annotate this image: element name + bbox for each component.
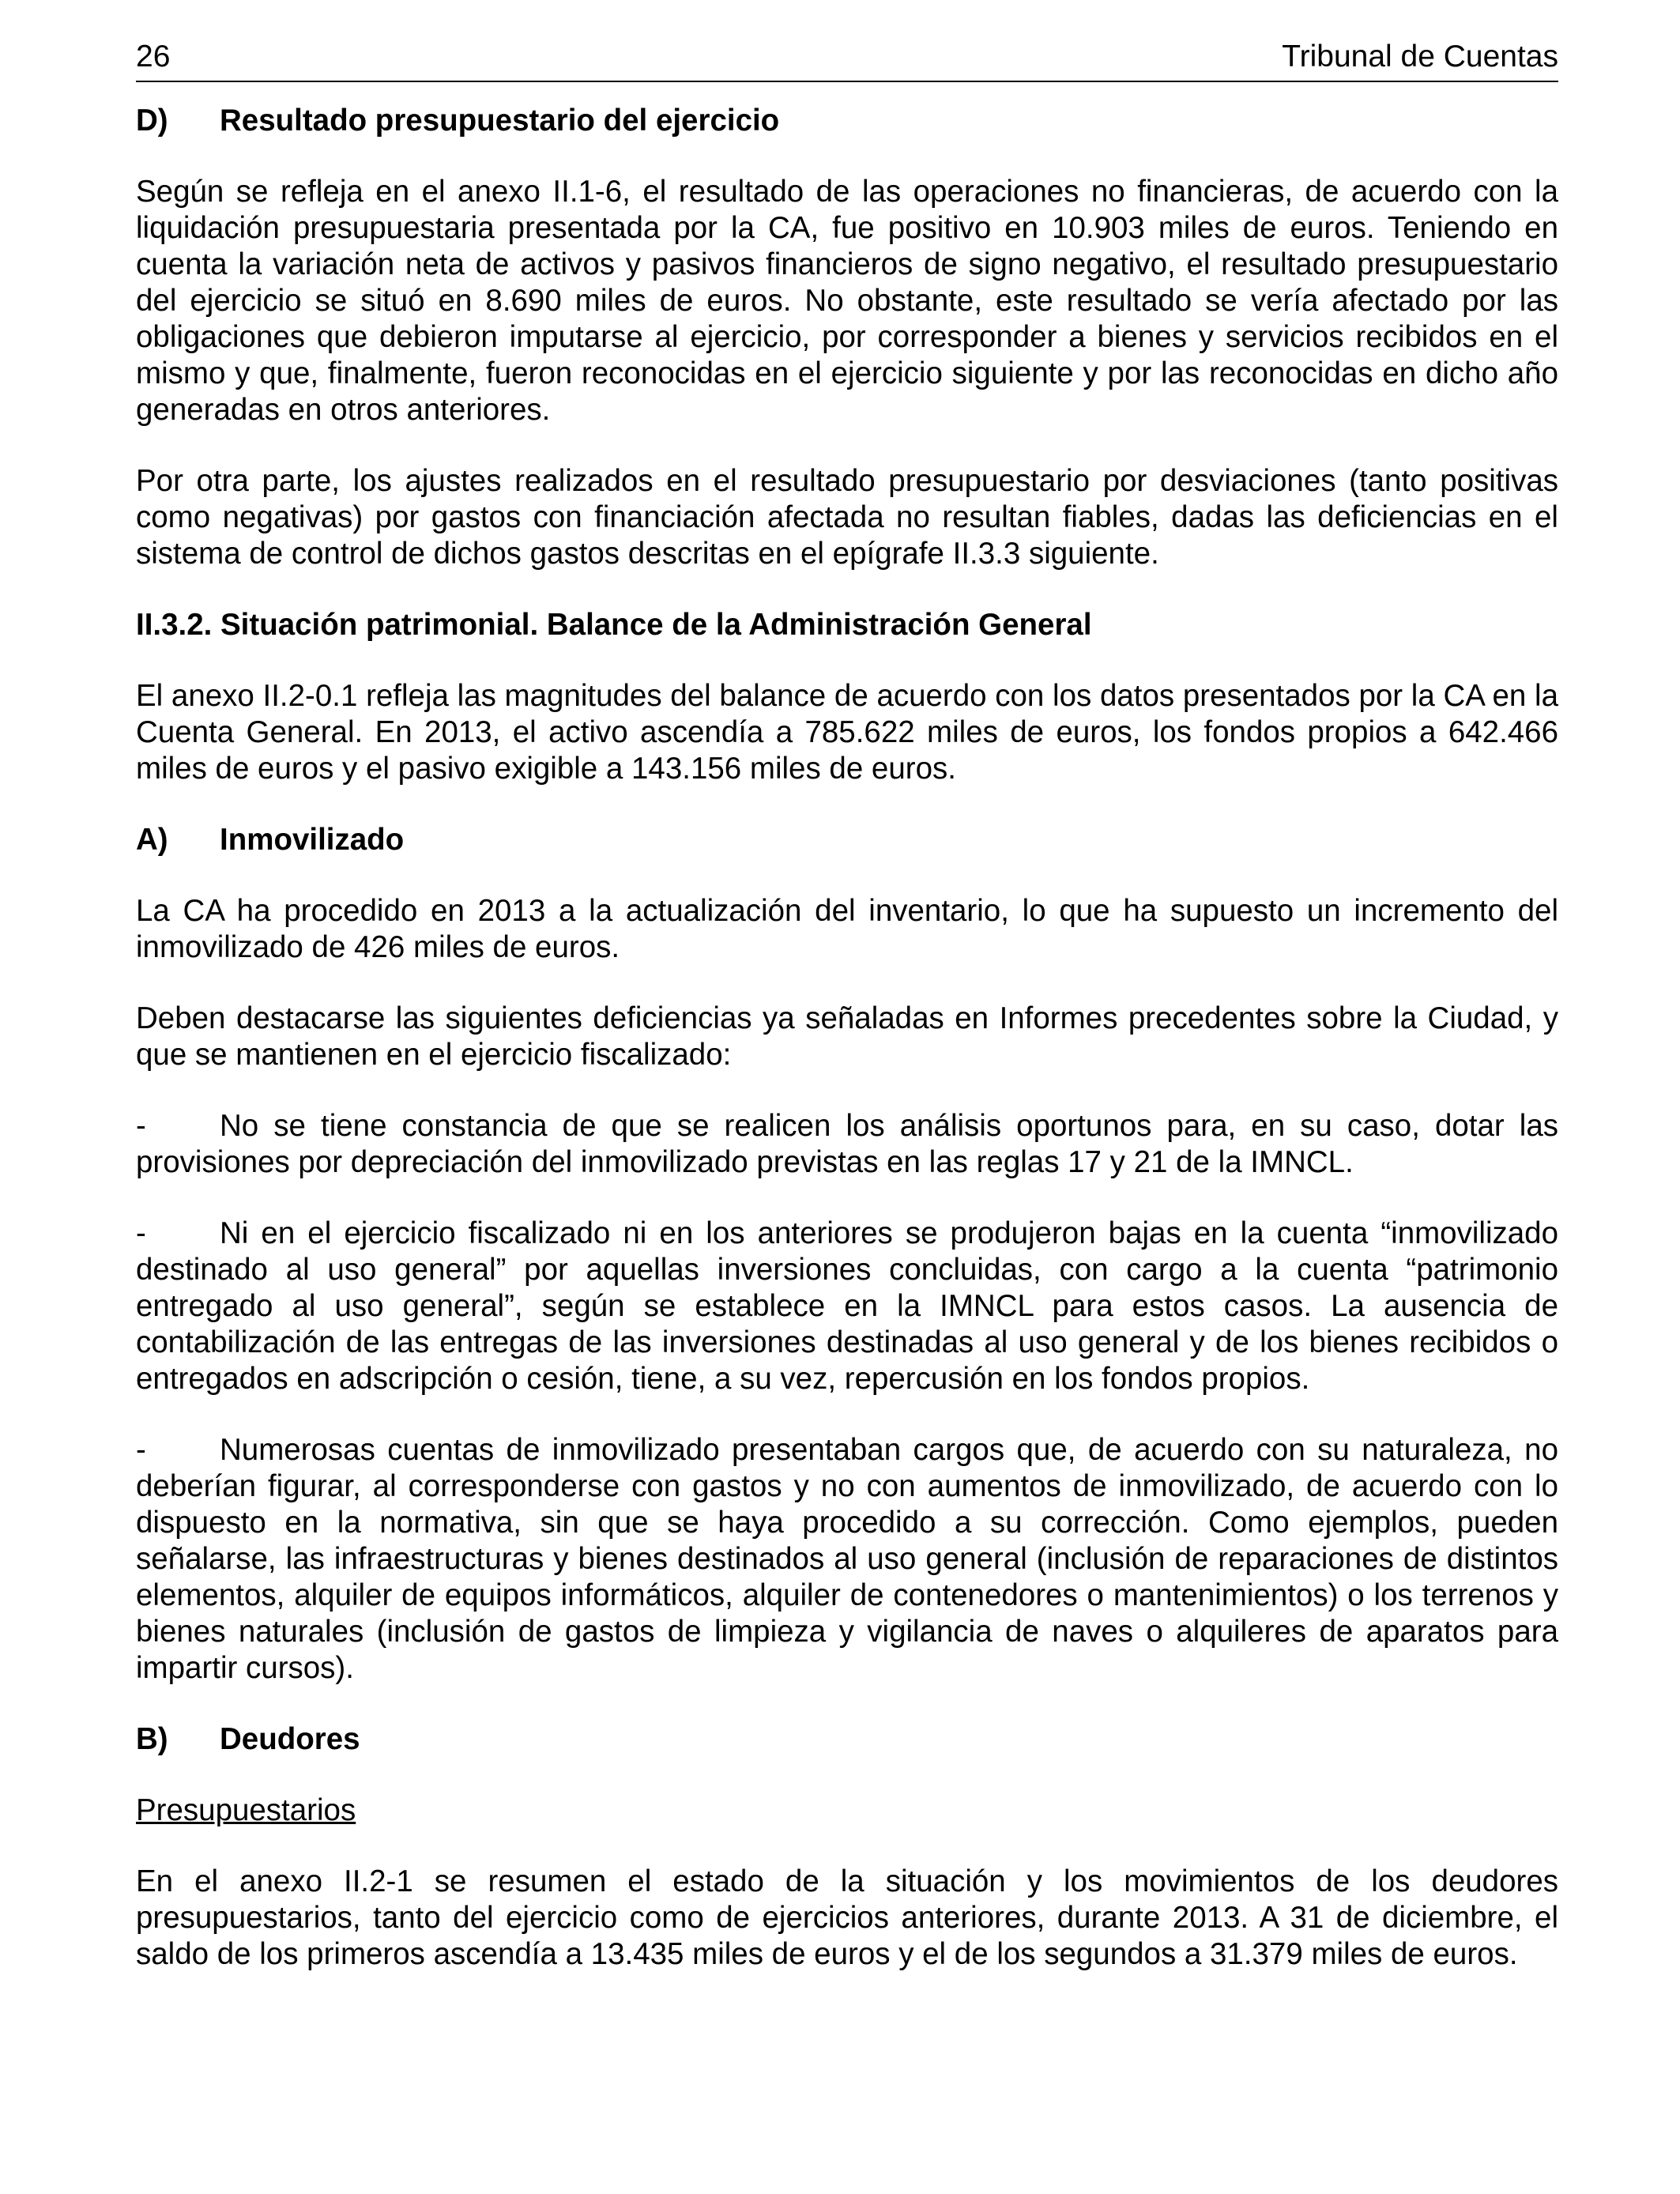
- bullet-text: Numerosas cuentas de inmovilizado presentaban cargos que, de acuerdo con su naturaleza, no deberían figurar, al corresponderse con gastos y no con aumentos de inmovilizado, de acuerdo con lo dispuesto en la normativa, sin que se haya procedido a su corrección. Como ejemplos, pueden señalarse, las infraestructuras y bienes destinados al uso general (inclusión de reparaciones de distintos elementos, alquiler de equipos informáticos, alquiler de contenedores o mantenimientos) o los terrenos y bienes naturales (inclusión de gastos de limpieza y vigilancia de naves o alquileres de aparatos para impartir cursos).: [136, 1433, 1558, 1685]
- section-d-letter: D): [136, 104, 168, 138]
- bullet-text: Ni en el ejercicio fiscalizado ni en los anteriores se produjeron bajas en la cuenta “inmovilizado destinado al uso general” por aquellas inversiones concluidas, con cargo a la cuenta “patrimonio entregado al uso general”, según se establece en la IMNCL para estos casos. La ausencia de contabilización de las entregas de las inversiones destinadas al uso general y de los bienes recibidos o entregados en adscripción o cesión, tiene, a su vez, repercusión en los fondos propios.: [136, 1216, 1558, 1396]
- document-page: [136, 38, 1558, 1973]
- section-d-paragraph-1: Según se refleja en el anexo II.1-6, el resultado de las operaciones no financieras, de acuerdo con la liquidación presupuestaria presentada por la CA, fue positivo en 10.903 miles de euros. Teniendo en cuenta la variación neta de activos y pasivos financieros de signo negativo, el resultado presupuestario del ejercicio se situó en 8.690 miles de euros. No obstante, este resultado se vería afectado por las obligaciones que debieron imputarse al ejercicio, por corresponder a bienes y servicios recibidos en el mismo y que, finalmente, fueron reconocidas en el ejercicio siguiente y por las reconocidas en dicho año generadas en otros anteriores.: [136, 175, 1558, 427]
- page-number: 26: [136, 40, 171, 74]
- section-a-title: Inmovilizado: [220, 823, 405, 857]
- publisher-name: Tribunal de Cuentas: [1282, 40, 1558, 74]
- section-b-letter: B): [136, 1722, 168, 1756]
- section-ii32-heading: II.3.2. Situación patrimonial. Balance de la Administración General: [136, 608, 1092, 642]
- section-a-letter: A): [136, 823, 168, 857]
- bullet-text: No se tiene constancia de que se realicen los análisis oportunos para, en su caso, dotar las provisiones por depreciación del inmovilizado previstas en las reglas 17 y 21 de la IMNCL.: [136, 1109, 1558, 1179]
- bullet-item: [136, 1216, 1558, 1397]
- bullet-dash: -: [136, 1216, 146, 1250]
- section-b-heading: [136, 1721, 1558, 1758]
- section-d-heading: [136, 103, 1558, 139]
- bullet-item: [136, 1108, 1558, 1181]
- section-ii32-paragraph-1: El anexo II.2-0.1 refleja las magnitudes del balance de acuerdo con los datos presentados por la CA en la Cuenta General. En 2013, el activo ascendía a 785.622 miles de euros, los fondos propios a 642.466 miles de euros y el pasivo exigible a 143.156 miles de euros.: [136, 679, 1558, 786]
- section-a-heading: [136, 822, 1558, 858]
- section-b-subtitle: Presupuestarios: [136, 1793, 356, 1827]
- section-d-title: Resultado presupuestario del ejercicio: [220, 104, 780, 138]
- section-b-paragraph-1: En el anexo II.2-1 se resumen el estado de la situación y los movimientos de los deudores presupuestarios, tanto del ejercicio como de ejercicios anteriores, durante 2013. A 31 de diciembre, el saldo de los primeros ascendía a 13.435 miles de euros y el de los segundos a 31.379 miles de euros.: [136, 1864, 1558, 1971]
- bullet-dash: -: [136, 1433, 146, 1467]
- section-a-paragraph-1: La CA ha procedido en 2013 a la actualización del inventario, lo que ha supuesto un incremento del inmovilizado de 426 miles de euros.: [136, 894, 1558, 964]
- page-header: [136, 38, 1558, 82]
- section-d-paragraph-2: Por otra parte, los ajustes realizados en el resultado presupuestario por desviaciones (tanto positivas como negativas) por gastos con financiación afectada no resultan fiables, dadas las deficiencias en el sistema de control de dichos gastos descritas en el epígrafe II.3.3 siguiente.: [136, 464, 1558, 571]
- bullet-dash: -: [136, 1109, 146, 1143]
- page-content: [136, 103, 1558, 1973]
- bullet-item: [136, 1432, 1558, 1687]
- section-b-title: Deudores: [220, 1722, 360, 1756]
- section-a-paragraph-2: Deben destacarse las siguientes deficiencias ya señaladas en Informes precedentes sobre la Ciudad, y que se mantienen en el ejercicio fiscalizado:: [136, 1001, 1558, 1072]
